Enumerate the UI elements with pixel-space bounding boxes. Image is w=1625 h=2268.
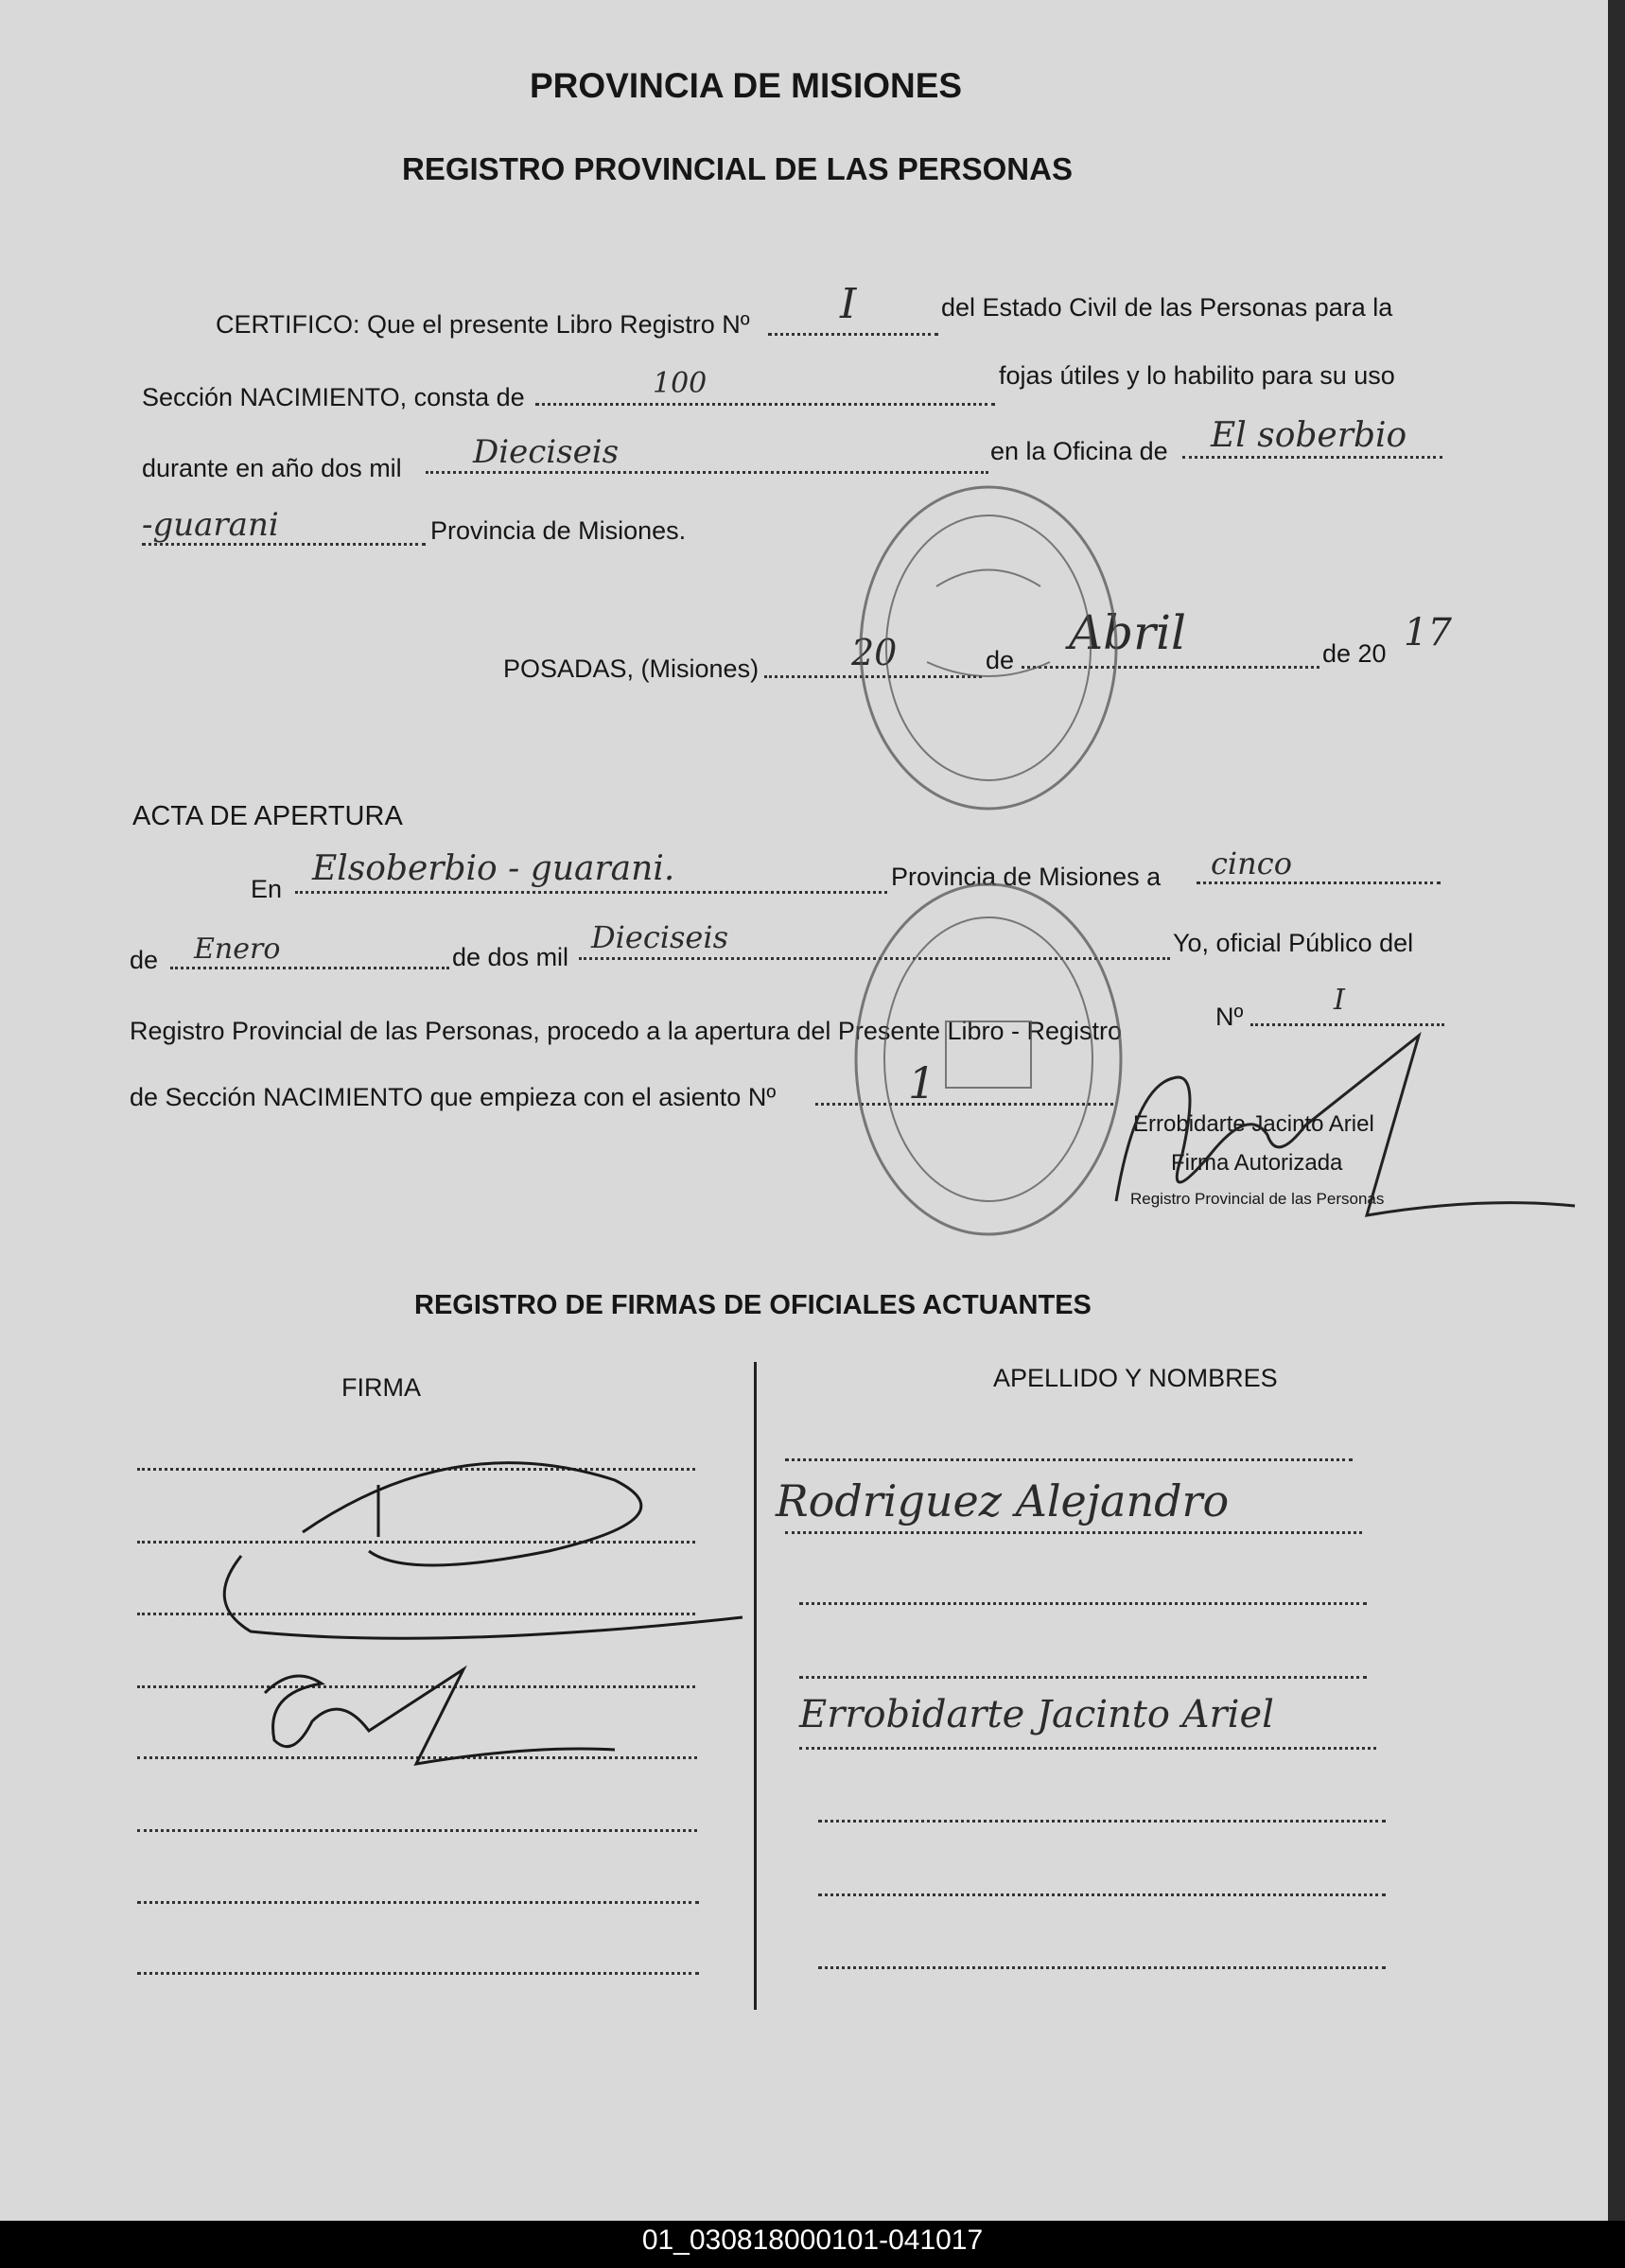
signer-name: Errobidarte Jacinto Ariel: [1133, 1111, 1374, 1137]
name-entry-1: Rodriguez Alejandro: [776, 1475, 1230, 1527]
cert-line2-end: fojas útiles y lo habilito para su uso: [999, 361, 1395, 390]
cert-line3-mid: en la Oficina de: [990, 437, 1168, 465]
acta-en: En: [251, 875, 283, 903]
day-handwritten: 20: [851, 632, 898, 673]
firmas-heading: REGISTRO DE FIRMAS DE OFICIALES ACTUANTES: [414, 1290, 1092, 1320]
signer-office: Registro Provincial de las Personas: [1130, 1190, 1385, 1208]
date-de2: de 20: [1322, 639, 1387, 668]
signer-role: Firma Autorizada: [1171, 1150, 1343, 1176]
month-handwritten: Abril: [1069, 605, 1186, 660]
cert-line4: Provincia de Misiones.: [430, 516, 687, 545]
fojas-handwritten: 100: [653, 367, 708, 400]
office-handwritten: El soberbio: [1211, 416, 1407, 455]
acta-prov: Provincia de Misiones a: [891, 863, 1162, 891]
acta-asiento-handwritten: 1: [908, 1057, 936, 1108]
authorizing-signature: [1116, 1036, 1575, 1215]
acta-oficial: Yo, oficial Público del: [1173, 929, 1414, 957]
posadas-label: POSADAS, (Misiones): [503, 654, 760, 683]
cert-line3-start: durante en año dos mil: [142, 454, 402, 482]
document-code: 01_030818000101-041017: [641, 2224, 984, 2256]
registry-title: REGISTRO PROVINCIAL DE LAS PERSONAS: [402, 151, 1073, 186]
name-entry-2: Errobidarte Jacinto Ariel: [799, 1693, 1274, 1736]
province-title: PROVINCIA DE MISIONES: [530, 66, 963, 105]
sheet-edge: [1608, 0, 1625, 2221]
col-firma: FIRMA: [341, 1373, 421, 1402]
acta-year-handwritten: Dieciseis: [591, 919, 728, 955]
acta-line4: de Sección NACIMIENTO que empieza con el asiento Nº: [130, 1083, 777, 1111]
col-nombres: APELLIDO Y NOMBRES: [993, 1364, 1278, 1392]
acta-line3: Registro Provincial de las Personas, procedo a la apertura del Presente Libro - Registro: [130, 1017, 1123, 1045]
acta-month-handwritten: Enero: [194, 933, 281, 966]
acta-libro-handwritten: I: [1334, 984, 1345, 1017]
year-suffix-handwritten: 17: [1404, 611, 1452, 654]
acta-de: de: [130, 946, 159, 974]
acta-day-handwritten: cinco: [1211, 846, 1292, 881]
acta-place-handwritten: Elsoberbio - guarani.: [312, 849, 675, 888]
date-de1: de: [986, 646, 1015, 674]
acta-heading: ACTA DE APERTURA: [132, 801, 403, 831]
cert-line1-end: del Estado Civil de las Personas para la: [941, 293, 1393, 322]
year-word-handwritten: Dieciseis: [473, 433, 620, 471]
lower-seal-stamp: [856, 884, 1121, 1234]
firma-signature-2: [265, 1669, 615, 1764]
cert-line1-start: CERTIFICO: Que el presente Libro Registro Nº: [216, 310, 750, 339]
cert-line2-start: Sección NACIMIENTO, consta de: [142, 383, 525, 411]
libro-number-handwritten: I: [840, 280, 857, 328]
firma-signature-1: [224, 1463, 743, 1639]
acta-nro: Nº: [1215, 1003, 1244, 1031]
office-continuation-handwritten: -guarani: [142, 506, 279, 544]
acta-dos-mil: de dos mil: [452, 943, 569, 971]
upper-seal-stamp: [861, 487, 1116, 809]
